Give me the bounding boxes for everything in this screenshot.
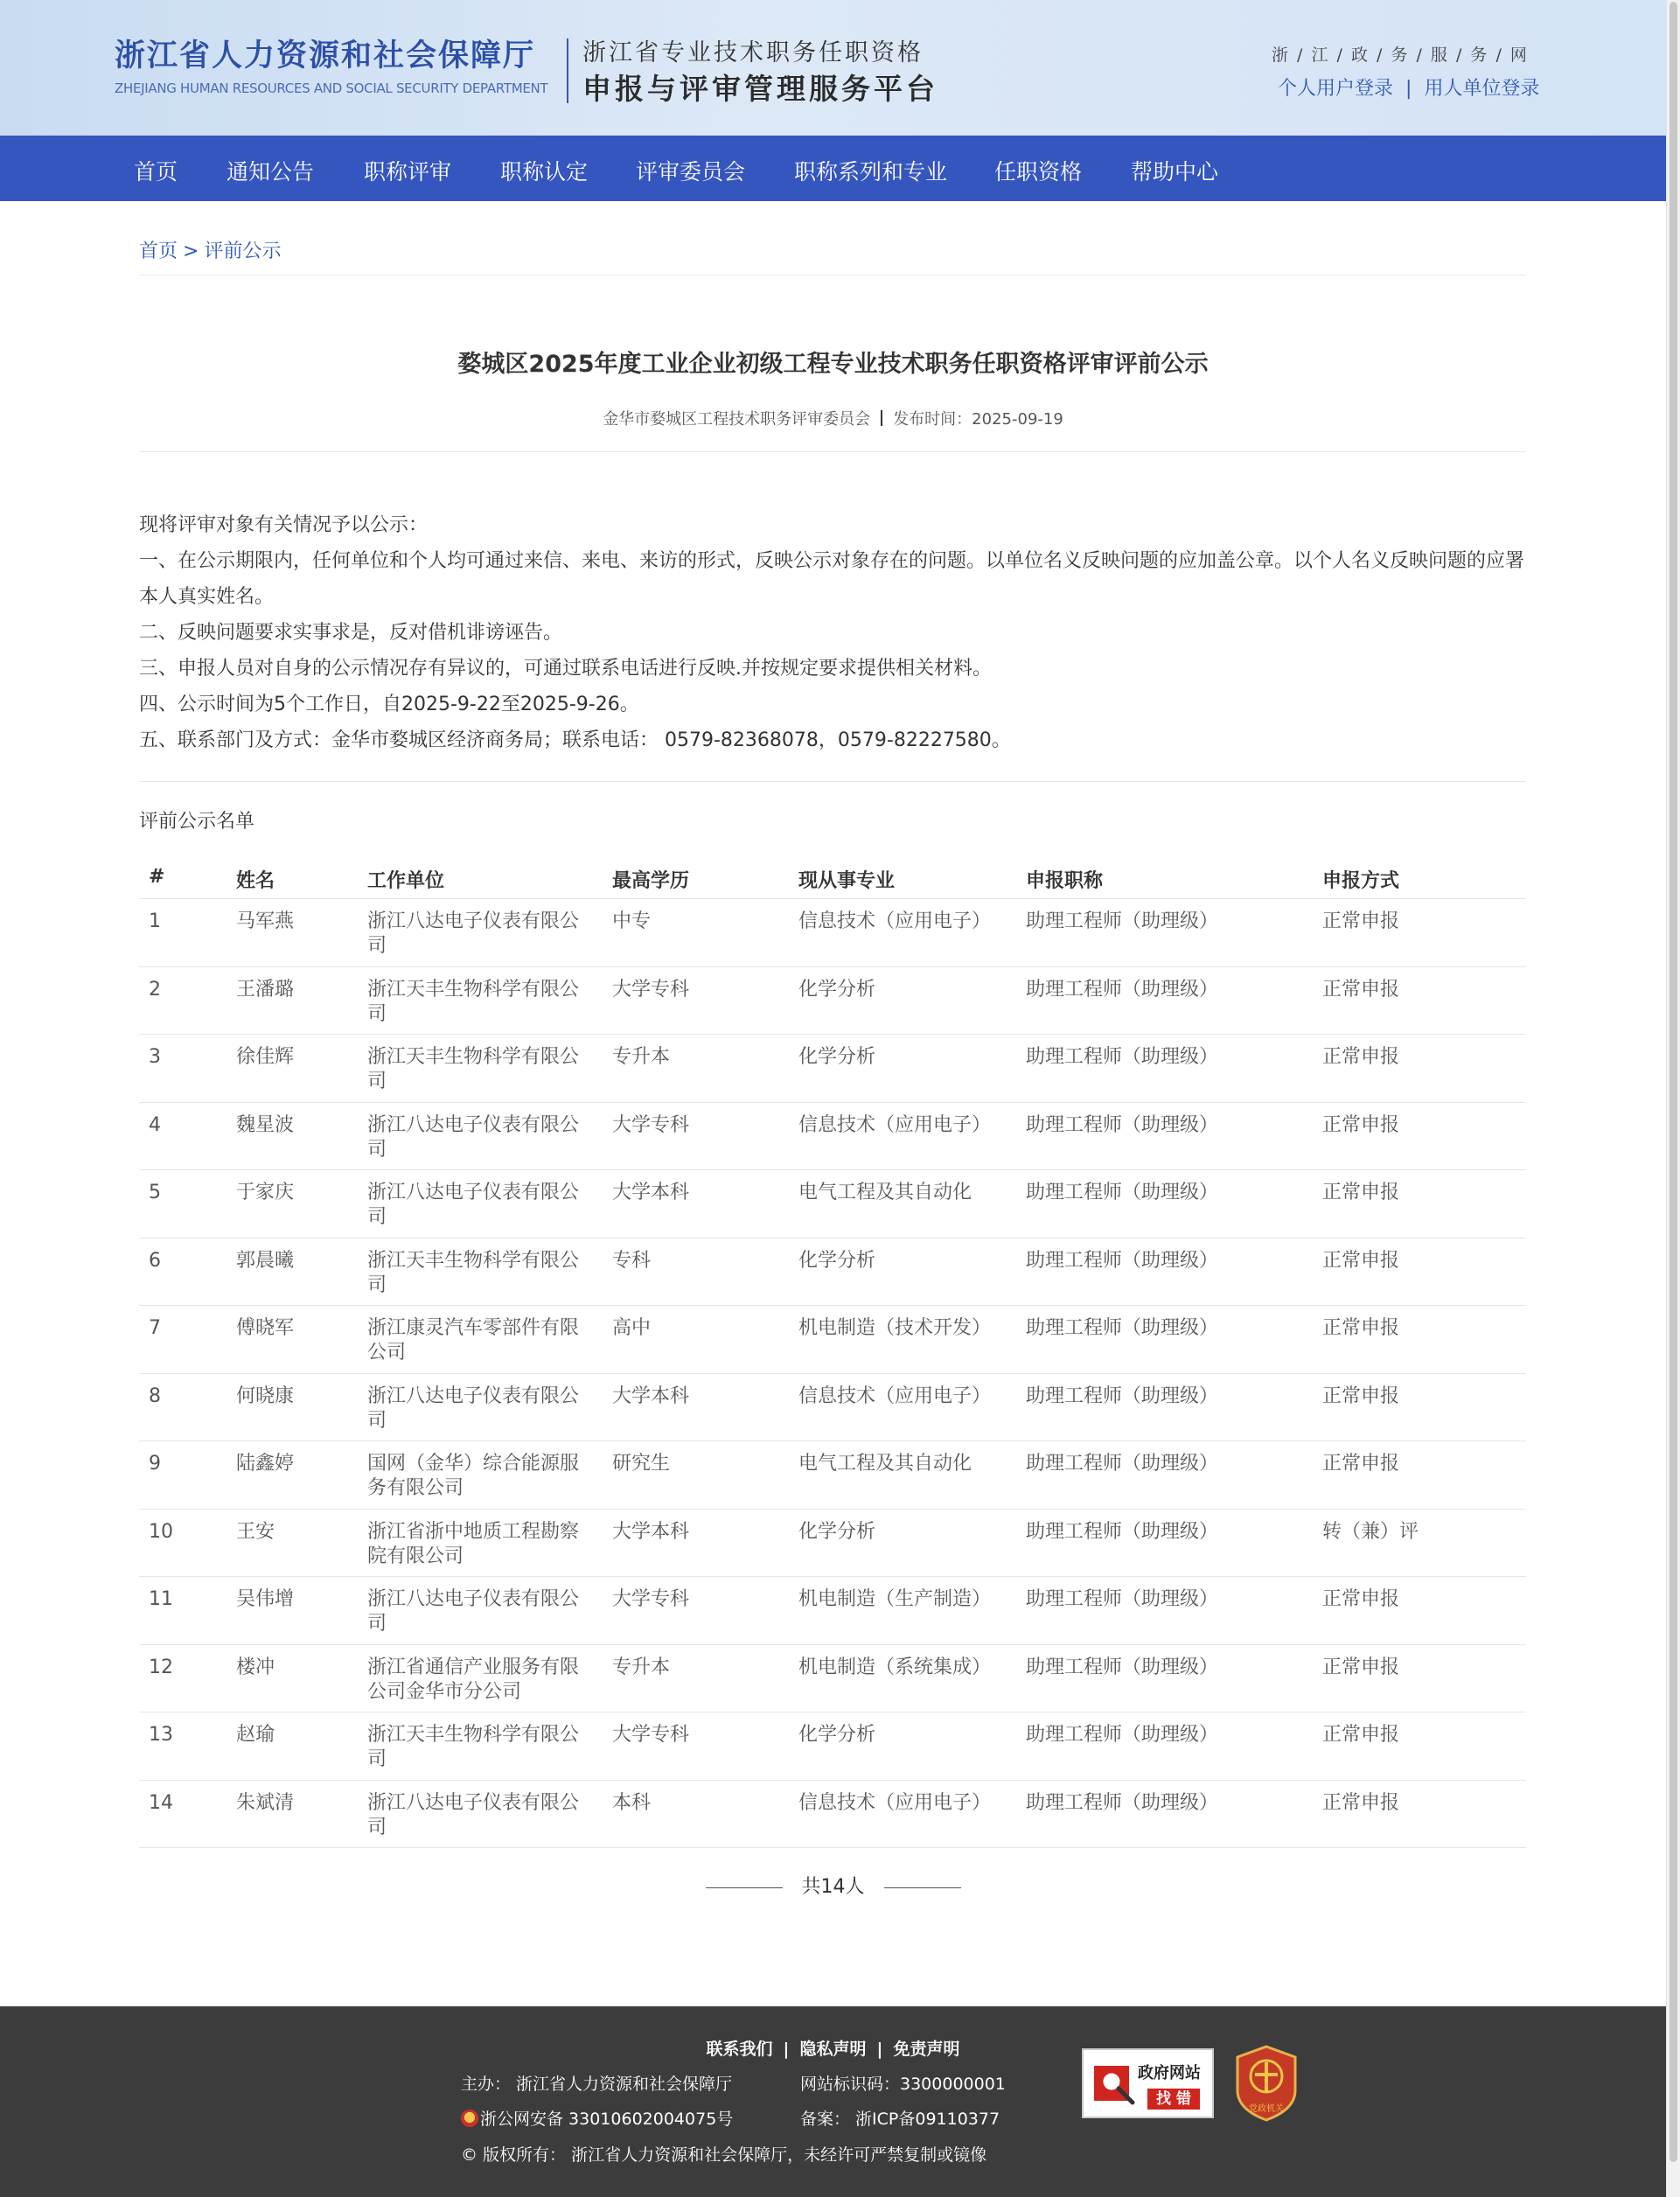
- cell-title: 助理工程师（助理级）: [1026, 1453, 1219, 1475]
- cell-education: 大学专科: [612, 978, 690, 1001]
- cell-employer: 浙江天丰生物科学有限公司: [367, 1249, 580, 1296]
- cell-specialty: 化学分析: [798, 1046, 876, 1068]
- cell-name: 马军燕: [236, 910, 295, 932]
- cell-education: 大学本科: [612, 1182, 690, 1203]
- cell-method: 正常申报: [1322, 1656, 1400, 1678]
- breadcrumb-separator: >: [183, 241, 199, 262]
- cell-specialty: 电气工程及其自动化: [798, 1453, 972, 1475]
- platform-title-line2: 申报与评审管理服务平台: [582, 72, 938, 106]
- cell-name: 吴伟增: [236, 1588, 295, 1610]
- cell-index: 4: [149, 1113, 161, 1136]
- cell-employer: 浙江天丰生物科学有限公司: [367, 1724, 580, 1770]
- cell-employer: 浙江八达电子仪表有限公司: [367, 1182, 580, 1228]
- nav-item-notices[interactable]: 通知公告: [227, 159, 315, 185]
- breadcrumb-home[interactable]: 首页: [139, 241, 178, 262]
- cell-specialty: 机电制造（技术开发）: [798, 1317, 992, 1339]
- cell-title: 助理工程师（助理级）: [1026, 978, 1219, 1001]
- article-body: [139, 507, 1526, 758]
- table-row: [139, 1238, 1526, 1307]
- cell-method: 正常申报: [1322, 1317, 1400, 1339]
- column-header-specialty: 现从事专业: [798, 870, 896, 892]
- total-count: [0, 1872, 1666, 1899]
- cell-method: 正常申报: [1322, 1182, 1400, 1203]
- footer-icp[interactable]: 备案： 浙ICP备09110377: [800, 2110, 1000, 2129]
- cell-specialty: 信息技术（应用电子）: [798, 1791, 992, 1814]
- cell-employer: 浙江天丰生物科学有限公司: [367, 978, 580, 1025]
- footer-site-code: 网站标识码：3300000001: [800, 2075, 1006, 2094]
- cell-title: 助理工程师（助理级）: [1026, 1046, 1219, 1068]
- org-name-cn[interactable]: 浙江省人力资源和社会保障厅: [115, 38, 536, 73]
- table-row: [139, 899, 1526, 967]
- table-row: [139, 1510, 1526, 1578]
- column-header-education: 最高学历: [612, 870, 690, 892]
- article-title: 婺城区2025年度工业企业初级工程专业技术职务任职资格评审评前公示: [457, 351, 1209, 378]
- cell-name: 徐佳辉: [236, 1046, 295, 1068]
- cell-education: 高中: [612, 1317, 652, 1339]
- main-nav: [0, 136, 1666, 201]
- cell-name: 何晓康: [236, 1384, 295, 1407]
- cell-method: 正常申报: [1322, 910, 1400, 932]
- table-row: [139, 1035, 1526, 1103]
- cell-index: 12: [149, 1656, 173, 1678]
- article-paragraph: 二、反映问题要求实事求是，反对借机诽谤诬告。: [139, 622, 563, 644]
- table-row: [139, 1306, 1526, 1374]
- table-row: [139, 1441, 1526, 1510]
- cell-index: 3: [149, 1046, 161, 1068]
- cell-title: 助理工程师（助理级）: [1026, 1249, 1219, 1272]
- cell-employer: 浙江八达电子仪表有限公司: [367, 1791, 580, 1838]
- cell-education: 研究生: [612, 1453, 671, 1475]
- logo-divider: [567, 38, 568, 103]
- login-links: [1278, 73, 1539, 101]
- cell-specialty: 信息技术（应用电子）: [798, 1384, 992, 1407]
- cell-employer: 浙江省浙中地质工程勘察院有限公司: [367, 1520, 580, 1567]
- cell-name: 傅晓军: [236, 1317, 295, 1339]
- cell-index: 11: [149, 1588, 173, 1610]
- list-title: 评前公示名单: [139, 811, 255, 833]
- cell-index: 13: [149, 1724, 173, 1746]
- cell-specialty: 信息技术（应用电子）: [798, 910, 992, 932]
- cell-employer: 浙江八达电子仪表有限公司: [367, 1588, 580, 1635]
- article-intro: 现将评审对象有关情况予以公示：: [139, 514, 429, 536]
- cell-index: 7: [149, 1317, 161, 1339]
- cell-index: 14: [149, 1791, 173, 1814]
- nav-item-home[interactable]: 首页: [134, 159, 178, 185]
- cell-method: 正常申报: [1322, 1791, 1400, 1814]
- divider: [139, 781, 1526, 782]
- table-row: [139, 1374, 1526, 1442]
- site-header: [0, 0, 1666, 136]
- cell-specialty: 信息技术（应用电子）: [798, 1113, 992, 1136]
- cell-title: 助理工程师（助理级）: [1026, 1656, 1219, 1678]
- article-paragraph: 五、联系部门及方式：金华市婺城区经济商务局；联系电话： 0579-82368078，0579-82227580。: [139, 729, 1011, 751]
- cell-method: 正常申报: [1322, 978, 1400, 1001]
- cell-name: 王潘璐: [236, 978, 295, 1001]
- cell-index: 8: [149, 1384, 161, 1407]
- cell-employer: 浙江省通信产业服务有限公司金华市分公司: [367, 1656, 580, 1703]
- party-government-agency-badge[interactable]: [1234, 2045, 1299, 2122]
- cell-method: 转（兼）评: [1322, 1520, 1419, 1543]
- cell-employer: 浙江八达电子仪表有限公司: [367, 1113, 580, 1161]
- nav-item-review-committee[interactable]: 评审委员会: [636, 159, 746, 185]
- site-footer: [0, 2006, 1666, 2197]
- page-scrollbar[interactable]: [1666, 0, 1680, 2197]
- cell-index: 9: [149, 1453, 161, 1475]
- cell-employer: 浙江天丰生物科学有限公司: [367, 1046, 580, 1092]
- platform-title-line1: 浙江省专业技术职务任职资格: [582, 39, 924, 66]
- cell-education: 大学专科: [612, 1588, 690, 1610]
- cell-title: 助理工程师（助理级）: [1026, 1588, 1219, 1610]
- scrollbar-thumb[interactable]: [1670, 2, 1677, 2162]
- cell-employer: 国网（金华）综合能源服务有限公司: [367, 1453, 580, 1499]
- cell-name: 楼冲: [236, 1656, 275, 1678]
- cell-method: 正常申报: [1322, 1249, 1400, 1272]
- table-row: [139, 1645, 1526, 1713]
- column-header-method: 申报方式: [1322, 870, 1400, 892]
- column-header-title: 申报职称: [1026, 870, 1104, 892]
- cell-title: 助理工程师（助理级）: [1026, 1113, 1219, 1136]
- party-badge-text: 党政机关: [1249, 2104, 1284, 2114]
- cell-education: 专科: [612, 1249, 652, 1272]
- table-row: [139, 1170, 1526, 1238]
- footer-links: [0, 2036, 1666, 2060]
- cell-specialty: 化学分析: [798, 1724, 876, 1746]
- article-paragraph: 本人真实姓名。: [139, 586, 275, 608]
- nav-item-title-series[interactable]: 职称系列和专业: [794, 159, 948, 185]
- cell-name: 赵瑜: [236, 1724, 275, 1746]
- nav-item-qualifications[interactable]: 任职资格: [994, 159, 1083, 185]
- gov-website-error-report-badge[interactable]: [1082, 2048, 1214, 2118]
- cell-title: 助理工程师（助理级）: [1026, 1791, 1219, 1814]
- personal-login-link[interactable]: 个人用户登录: [1278, 78, 1394, 100]
- footer-copyright: © 版权所有： 浙江省人力资源和社会保障厅，未经许可严禁复制或镜像: [461, 2145, 987, 2165]
- breadcrumb: [139, 236, 281, 263]
- cell-education: 专升本: [612, 1656, 671, 1678]
- cell-education: 中专: [612, 910, 652, 932]
- table-row: [139, 1712, 1526, 1781]
- table-row: [139, 1103, 1526, 1171]
- cell-index: 1: [149, 910, 161, 932]
- table-row: [139, 1781, 1526, 1849]
- cell-employer: 浙江康灵汽车零部件有限公司: [367, 1317, 580, 1364]
- cell-title: 助理工程师（助理级）: [1026, 910, 1219, 932]
- footer-link-separator: |: [783, 2040, 790, 2059]
- cell-specialty: 化学分析: [798, 978, 876, 1001]
- cell-method: 正常申报: [1322, 1384, 1400, 1407]
- footer-host: 主办： 浙江省人力资源和社会保障厅: [461, 2075, 733, 2094]
- table-row: [139, 967, 1526, 1036]
- gov-badge-title: 政府网站: [1138, 2064, 1201, 2082]
- total-line-right: [884, 1887, 961, 1888]
- article-publish-time: 发布时间：2025-09-19: [893, 410, 1063, 429]
- cell-specialty: 化学分析: [798, 1249, 876, 1272]
- cell-specialty: 化学分析: [798, 1520, 876, 1543]
- cell-method: 正常申报: [1322, 1113, 1400, 1136]
- org-name-en: ZHEJIANG HUMAN RESOURCES AND SOCIAL SECURITY DEPARTMENT: [115, 80, 548, 96]
- breadcrumb-current[interactable]: 评前公示: [204, 241, 282, 262]
- employer-login-link[interactable]: 用人单位登录: [1424, 78, 1540, 100]
- article-paragraph: 四、公示时间为5个工作日，自2025-9-22至2025-9-26。: [139, 694, 639, 715]
- nav-item-title-certification[interactable]: 职称认定: [500, 159, 589, 185]
- cell-method: 正常申报: [1322, 1724, 1400, 1746]
- cell-method: 正常申报: [1322, 1046, 1400, 1068]
- footer-link-disclaimer[interactable]: 免责声明: [893, 2040, 960, 2059]
- footer-link-separator: |: [876, 2040, 883, 2059]
- footer-police-record-text: 浙公网安备 33010602004075号: [480, 2110, 734, 2129]
- cell-specialty: 机电制造（系统集成）: [798, 1656, 992, 1678]
- column-header-employer: 工作单位: [367, 870, 445, 892]
- nav-item-help-center[interactable]: 帮助中心: [1131, 159, 1219, 185]
- cell-name: 王安: [236, 1520, 275, 1543]
- cell-education: 大学专科: [612, 1724, 690, 1746]
- candidate-table: [139, 860, 1526, 1848]
- gov-badge-action: 找 错: [1147, 2089, 1200, 2110]
- cell-name: 朱斌清: [236, 1791, 295, 1814]
- nav-item-title-review[interactable]: 职称评审: [364, 159, 452, 185]
- cell-title: 助理工程师（助理级）: [1026, 1182, 1219, 1203]
- total-line-left: [706, 1887, 783, 1888]
- police-badge-icon: [461, 2110, 478, 2127]
- login-separator: |: [1405, 78, 1412, 100]
- cell-education: 大学本科: [612, 1384, 690, 1407]
- cell-name: 魏星波: [236, 1113, 295, 1136]
- table-row: [139, 1577, 1526, 1645]
- footer-link-privacy[interactable]: 隐私声明: [799, 2040, 867, 2059]
- cell-method: 正常申报: [1322, 1453, 1400, 1475]
- cell-employer: 浙江八达电子仪表有限公司: [367, 910, 580, 957]
- cell-title: 助理工程师（助理级）: [1026, 1384, 1219, 1407]
- cell-title: 助理工程师（助理级）: [1026, 1520, 1219, 1543]
- article-meta: [0, 407, 1666, 429]
- cell-title: 助理工程师（助理级）: [1026, 1724, 1219, 1746]
- meta-separator: [881, 410, 882, 426]
- cell-name: 于家庆: [236, 1182, 295, 1203]
- cell-index: 6: [149, 1249, 161, 1272]
- cell-education: 专升本: [612, 1046, 671, 1068]
- article-paragraph: 三、申报人员对自身的公示情况存有异议的，可通过联系电话进行反映.并按规定要求提供相关材料。: [139, 658, 992, 680]
- cell-employer: 浙江八达电子仪表有限公司: [367, 1384, 580, 1432]
- cell-index: 5: [149, 1182, 161, 1203]
- article-paragraph: 一、在公示期限内，任何单位和个人均可通过来信、来电、来访的形式，反映公示对象存在的问题。以单位名义反映问题的应加盖公章。以个人名义反映问题的应署: [139, 550, 1525, 572]
- cell-specialty: 电气工程及其自动化: [798, 1182, 972, 1203]
- footer-police-record[interactable]: [461, 2106, 733, 2130]
- magnifier-icon: [1092, 2062, 1136, 2106]
- cell-method: 正常申报: [1322, 1588, 1400, 1610]
- article-publisher: 金华市婺城区工程技术职务评审委员会: [603, 410, 871, 429]
- divider: [139, 451, 1526, 452]
- zhejiang-gov-service-link[interactable]: 浙 / 江 / 政 / 务 / 服 / 务 / 网: [1272, 45, 1529, 65]
- cell-index: 10: [149, 1520, 173, 1543]
- table-header-row: [139, 860, 1526, 899]
- column-header-index: #: [149, 866, 165, 888]
- cell-name: 陆鑫婷: [236, 1453, 295, 1475]
- cell-specialty: 机电制造（生产制造）: [798, 1588, 992, 1610]
- cell-title: 助理工程师（助理级）: [1026, 1317, 1219, 1339]
- column-header-name: 姓名: [236, 870, 275, 892]
- cell-education: 本科: [612, 1791, 652, 1814]
- cell-index: 2: [149, 978, 161, 1001]
- footer-link-contact[interactable]: 联系我们: [706, 2040, 773, 2059]
- total-label: 共14人: [801, 1876, 865, 1898]
- cell-education: 大学专科: [612, 1113, 690, 1136]
- cell-education: 大学本科: [612, 1520, 690, 1543]
- cell-name: 郭晨曦: [236, 1249, 295, 1272]
